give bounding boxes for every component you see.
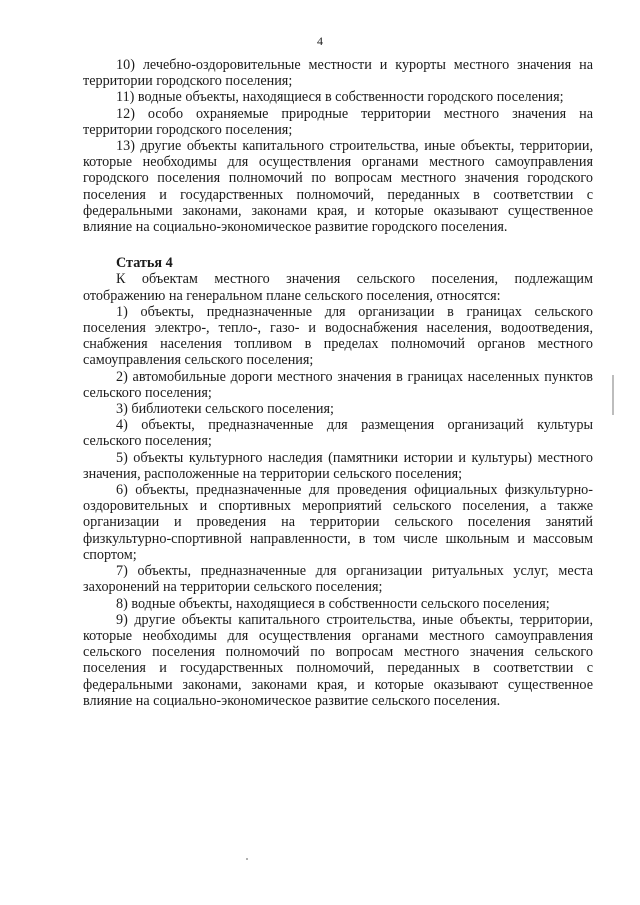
article-item-6: 6) объекты, предназначенные для проведения официальных физкультурно-оздоровительных и спортивных мероприятий сельского поселения, а также организации и проведения на территории сельского поселения занятий физкультурно-спортивной направленности, в том числе школьным и массовым спортом; (83, 482, 593, 563)
paragraph-item-11: 11) водные объекты, находящиеся в собственности городского поселения; (116, 89, 564, 106)
article-item-9: 9) другие объекты капитального строительства, иные объекты, территории, которые необходимы для осуществления органами местного самоуправления сельского поселения полномочий по вопросам местного значения сельского поселения и государственных полномочий, переданных в соответствии с федеральными законами, законами края, и которые оказывают существенное влияние на социально-экономическое развитие сельского поселения. (83, 611, 593, 709)
document-body (83, 57, 593, 709)
scan-dot-mark (246, 858, 248, 860)
paragraph-item-12: 12) особо охраняемые природные территории местного значения на территории городского поселения; (83, 105, 593, 138)
article-item-4: 4) объекты, предназначенные для размещения организаций культуры сельского поселения; (83, 417, 593, 450)
article-intro: К объектам местного значения сельского поселения, подлежащим отображению на генеральном плане сельского поселения, относятся: (83, 271, 593, 304)
paragraph-item-10: 10) лечебно-оздоровительные местности и курорты местного значения на территории городского поселения; (83, 57, 593, 90)
article-item-3: 3) библиотеки сельского поселения; (116, 401, 334, 418)
scan-margin-mark (612, 375, 614, 415)
page-number: 4 (317, 34, 323, 48)
article-item-1: 1) объекты, предназначенные для организации в границах сельского поселения электро-, тепло-, газо- и водоснабжения населения, водоотведения, снабжения населения топливом в пределах полномочий органов местного самоуправления сельского поселения; (83, 303, 593, 369)
paragraph-item-13: 13) другие объекты капитального строительства, иные объекты, территории, которые необходимы для осуществления органами местного самоуправления городского поселения полномочий по вопросам местного значения городского поселения и государственных полномочий, переданных в соответствии с федеральными законами, законами края, и которые оказывают существенное влияние на социально-экономическое развитие городского поселения. (83, 138, 593, 236)
article-item-8: 8) водные объекты, находящиеся в собственности сельского поселения; (116, 595, 550, 612)
article-title: Статья 4 (116, 255, 173, 272)
article-item-2: 2) автомобильные дороги местного значения в границах населенных пунктов сельского поселения; (83, 368, 593, 401)
article-item-5: 5) объекты культурного наследия (памятники истории и культуры) местного значения, расположенные на территории сельского поселения; (83, 449, 593, 482)
article-item-7: 7) объекты, предназначенные для организации ритуальных услуг, места захоронений на территории сельского поселения; (83, 563, 593, 596)
